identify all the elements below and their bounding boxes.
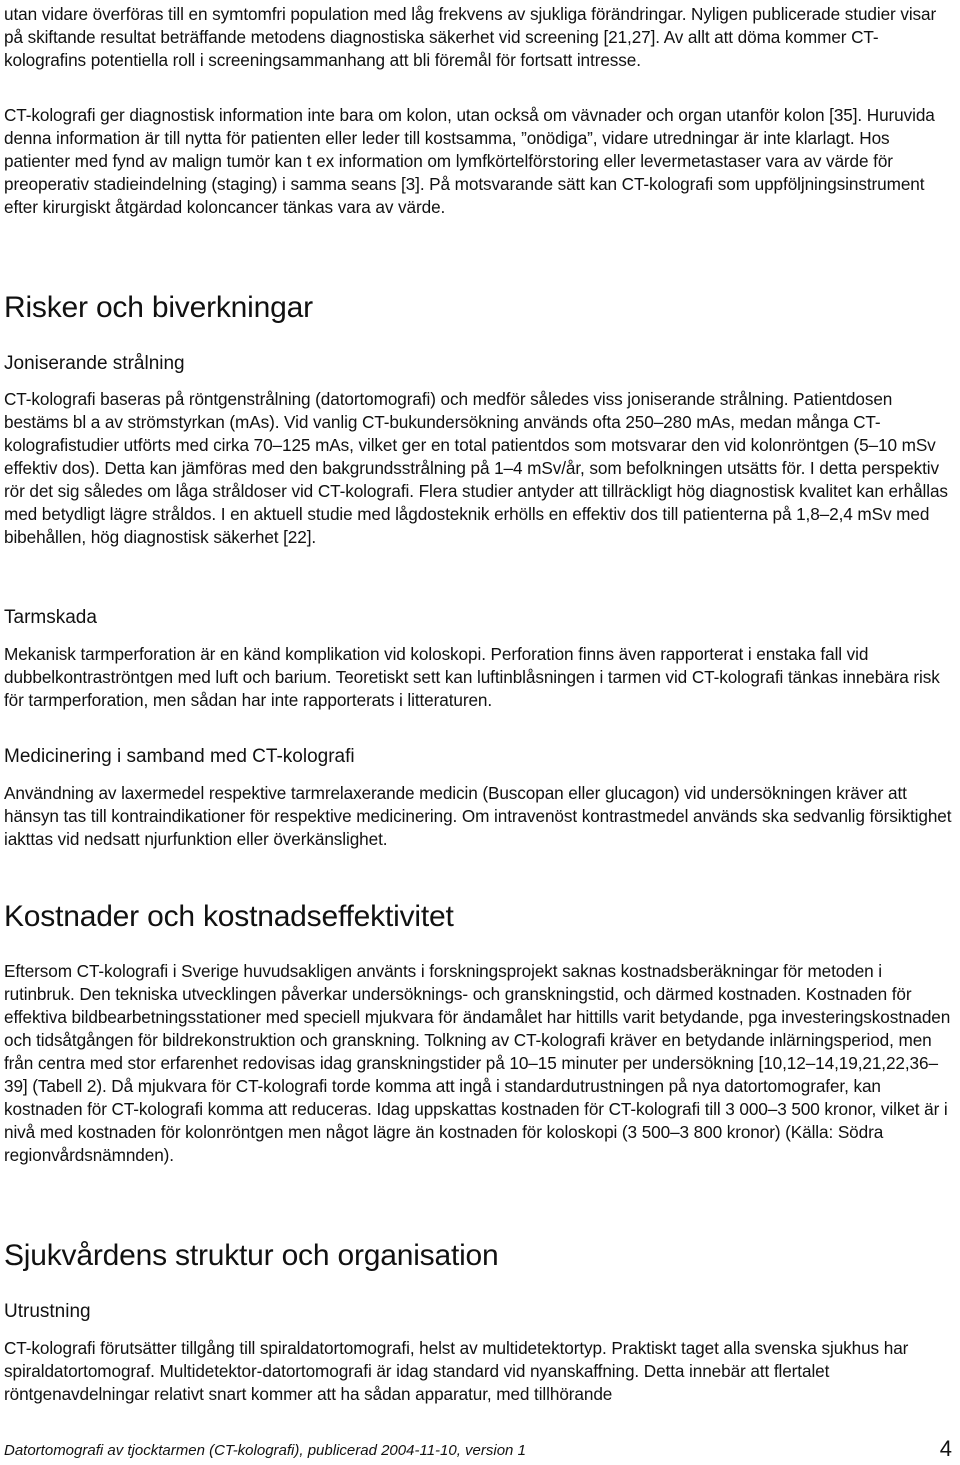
page-number: 4 [939, 1436, 952, 1461]
body-paragraph-radiation: CT-kolografi baseras på röntgenstrålning (datortomografi) och medför således viss joniserande strålning. Patientdosen bestäms bl a av strömstyrkan (mAs). Vid vanlig CT-bukundersökning används ofta 250–280 mAs, medan många CT-kolografistudier utförts med cirka 70–125 mAs, vilket ger en total patientdos som motsvarar den vid kolonröntgen (5–10 mSv effektiv dos). Detta kan jämföras med den bakgrundsstrålning på 1–4 mSv/år, som befolkningen utsätts för. I detta perspektiv rör det sig således om låga stråldoser vid CT-kolografi. Flera studier antyder att tillräckligt hög diagnostisk kvalitet kan erhållas med betydligt lägre stråldos. I en aktuell studie med lågdosteknik erhölls en effektiv dos till patienterna på 1,8–2,4 mSv med bibehållen, hög diagnostisk säkerhet [22]. [4, 389, 948, 547]
body-paragraph-diagnostic-info: CT-kolografi ger diagnostisk information inte bara om kolon, utan också om vävnader och organ utanför kolon [35]. Huruvida denna information är till nytta för patienten eller leder till kostsamma, ”onödiga”, vidare utredningar är inte klarlagt. Hos patienter med fynd av malign tumör kan t ex information om lymfkörtelförstoring eller levermetastaser vara av värde för preoperativ stadieindelning (staging) i samma seans [3]. På motsvarande sätt kan CT-kolografi som uppföljningsinstrument efter kirurgiskt åtgärdad koloncancer tänkas vara av värde. [4, 105, 935, 217]
body-paragraph-costs: Eftersom CT-kolografi i Sverige huvudsakligen använts i forskningsprojekt saknas kostnadsberäkningar för metoden i rutinbruk. Den tekniska utvecklingen påverkar undersöknings- och granskningstid, och därmed kostnaden. Kostnaden för effektiva bildbearbetningsstationer med speciell mjukvara för ändamålet har hittills varit betydande, pga investeringskostnaden och tidsåtgången för bildrekonstruktion och granskning. Tolkning av CT-kolografi kräver en betydande inlärningsperiod, men från centra med stor erfarenhet redovisas idag granskningstider på 10–15 minuter per undersökning [10,12–14,19,21,22,36–39] (Tabell 2). Då mjukvara för CT-kolografi torde komma att ingå i standardutrustningen på nya datortomografer, kan kostnaden för CT-kolografi komma att reduceras. Idag uppskattas kostnaden för CT-kolografi till 3 000–3 500 kronor, vilket är i nivå med kostnaden för kolonröntgen men något lägre än kostnaden för koloskopi (3 500–3 800 kronor) (Källa: Södra regionvårdsnämnden). [4, 961, 951, 1165]
subheading-bowel-injury: Tarmskada [4, 607, 97, 628]
subheading-ionizing-radiation: Joniserande strålning [4, 353, 185, 374]
body-paragraph-perforation: Mekanisk tarmperforation är en känd komplikation vid koloskopi. Perforation finns även rapporterat i enstaka fall vid dubbelkontraströntgen med luft och barium. Teoretiskt sett kan luftinblåsningen i tarmen vid CT-kolografi tänkas innebära risk för tarmperforation, men sådan har inte rapporterats i litteraturen. [4, 644, 940, 710]
footer-citation: Datortomografi av tjocktarmen (CT-kolografi), publicerad 2004-11-10, version 1 [4, 1442, 526, 1459]
body-paragraph-screening: utan vidare överföras till en symtomfri population med låg frekvens av sjukliga förändringar. Nyligen publicerade studier visar på skiftande resultat beträffande metodens diagnostiska säkerhet vid screening [21,27]. Av allt att döma kommer CT-kolografins potentiella roll i screeningsammanhang att bli föremål för fortsatt intresse. [4, 4, 937, 70]
section-heading-risks: Risker och biverkningar [4, 291, 313, 324]
subheading-medication: Medicinering i samband med CT-kolografi [4, 746, 355, 767]
section-heading-healthcare-structure: Sjukvårdens struktur och organisation [4, 1239, 499, 1272]
page-footer [4, 1437, 956, 1461]
body-paragraph-medication: Användning av laxermedel respektive tarmrelaxerande medicin (Buscopan eller glucagon) vid undersökningen kräver att hänsyn tas till kontraindikationer för respektive medicinering. Om intravenöst kontrastmedel används ska sedvanlig försiktighet iakttas vid nedsatt njurfunktion eller överkänslighet. [4, 783, 952, 849]
subheading-equipment: Utrustning [4, 1301, 91, 1322]
body-paragraph-equipment: CT-kolografi förutsätter tillgång till spiraldatortomografi, helst av multidetektortyp. Praktiskt taget alla svenska sjukhus har spiraldatortomograf. Multidetektor-datortomografi är idag standard vid nyanskaffning. Detta innebär att flertalet röntgenavdelningar relativt snart kommer att ha sådan apparatur, med tillhörande [4, 1338, 909, 1404]
section-heading-costs: Kostnader och kostnadseffektivitet [4, 900, 454, 933]
